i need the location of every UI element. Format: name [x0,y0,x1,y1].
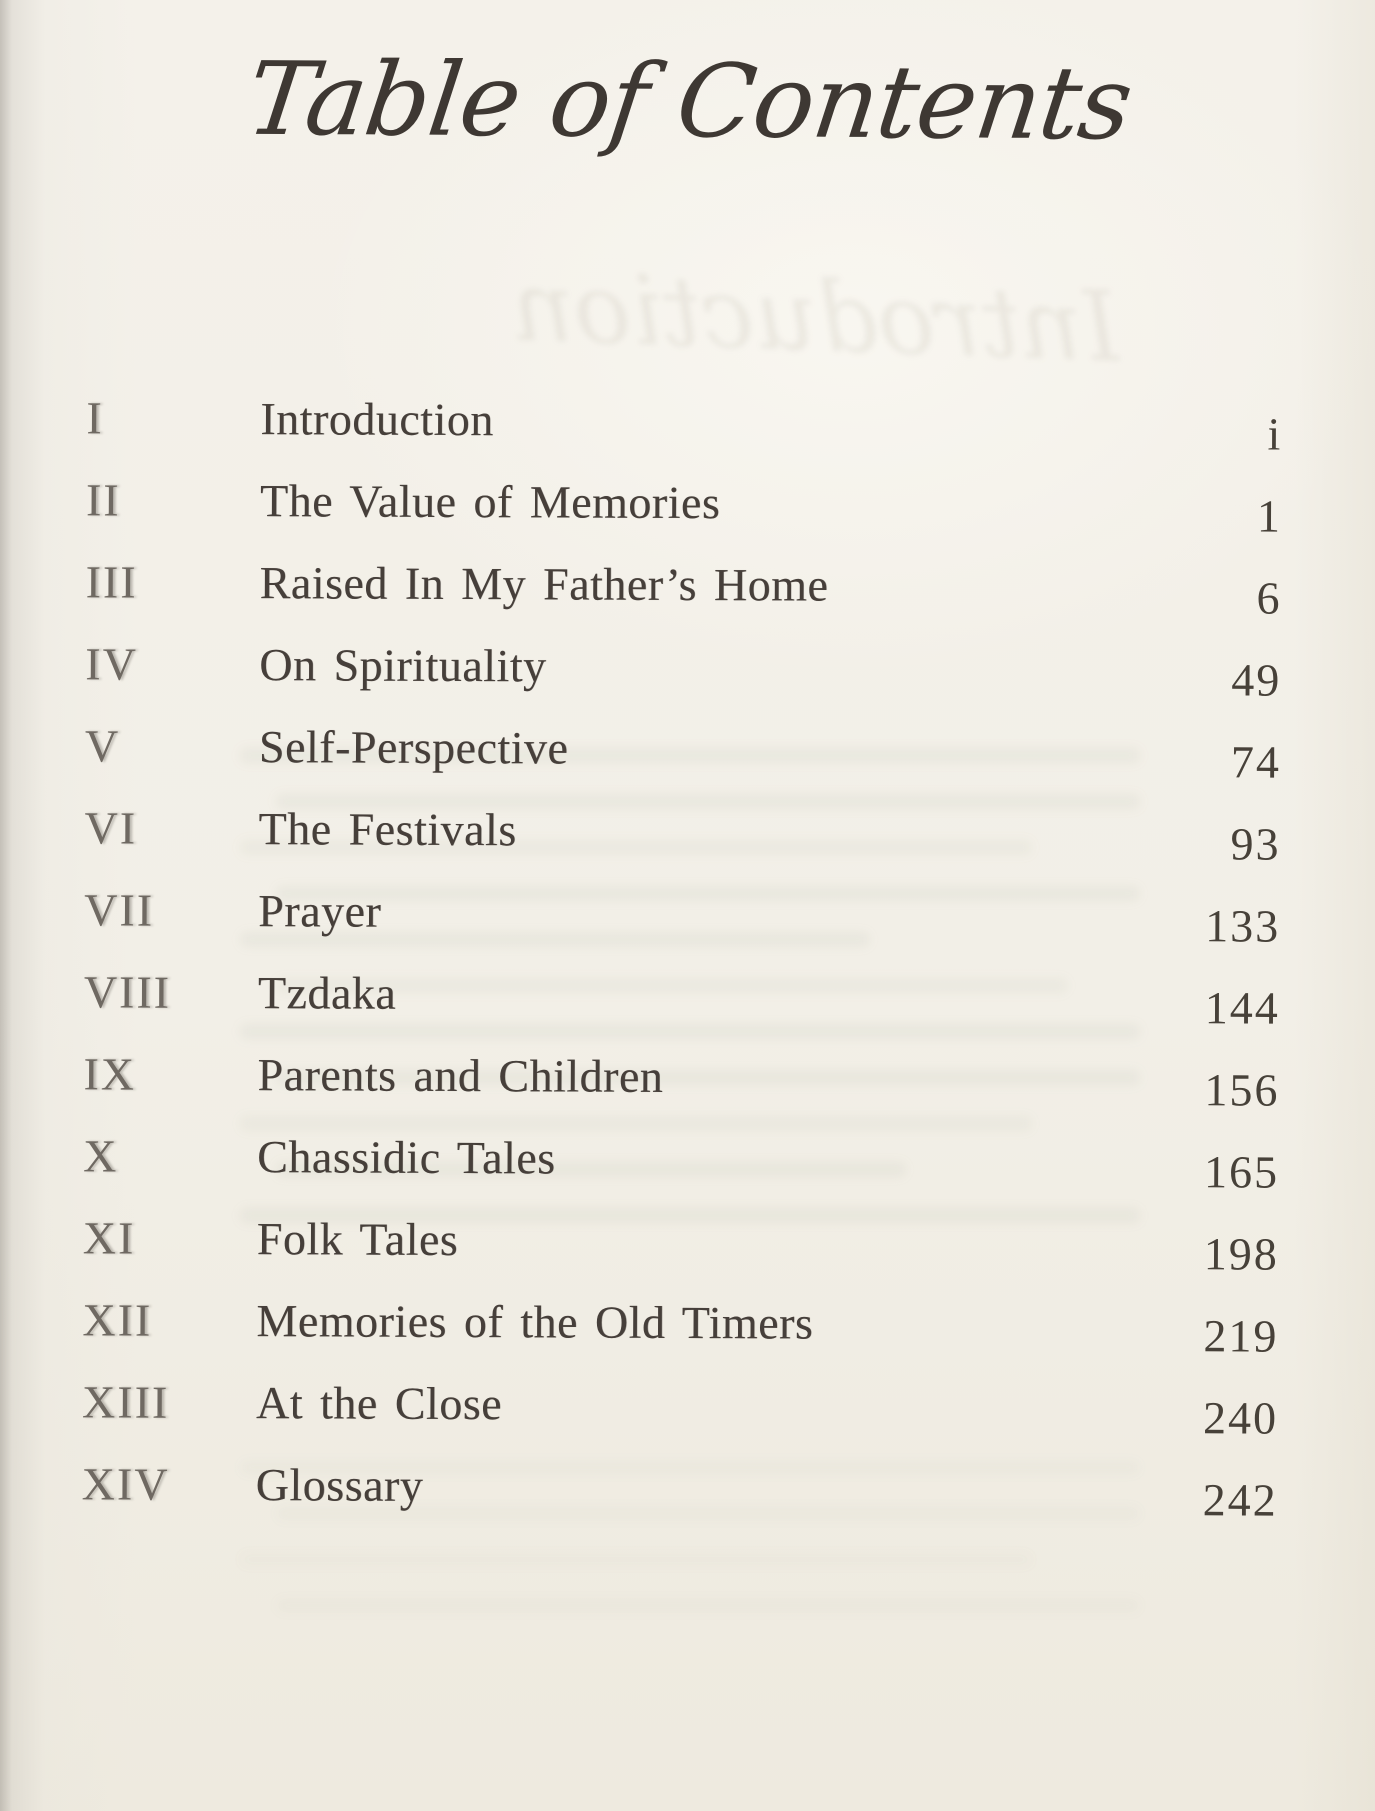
toc-entry-numeral: XIII [81,1376,170,1428]
toc-entry-title: Folk Tales [256,1213,459,1266]
toc-entry-numeral: IV [85,638,138,690]
toc-entry-title: Prayer [258,885,382,937]
toc-entry-page: 198 [1203,1228,1279,1280]
toc-entry-title: Memories of the Old Timers [256,1295,814,1349]
toc-entry-page: 165 [1204,1146,1280,1198]
toc-entry [85,719,1281,806]
toc-entry-numeral: I [86,392,104,444]
toc-entry-title: Chassidic Tales [257,1131,556,1184]
toc-entry-page: 6 [1256,572,1282,624]
toc-entry-title: On Spirituality [259,639,547,692]
toc-entry-page: 242 [1202,1474,1278,1526]
toc-entry [82,1457,1278,1544]
toc-entry-numeral: XI [82,1212,136,1264]
toc-entry [84,883,1280,970]
bleedthrough-heading: Introduction [510,250,1122,384]
toc-entry-numeral: VII [84,884,155,936]
table-of-contents [82,391,1283,1544]
toc-entry-page: 93 [1230,818,1281,870]
toc-entry-numeral: XII [82,1294,153,1346]
toc-entry-page: i [1267,408,1283,460]
toc-entry [86,391,1282,478]
toc-entry [83,1129,1279,1216]
toc-entry-numeral: IX [83,1048,137,1100]
toc-entry-title: Self-Perspective [258,721,569,774]
toc-entry [85,637,1281,724]
toc-entry-title: Raised In My Father’s Home [259,557,829,611]
toc-entry-title: Introduction [260,393,494,446]
toc-entry [84,801,1280,888]
toc-entry-page: 240 [1202,1392,1279,1444]
toc-entry-numeral: II [85,474,121,526]
bleedthrough-line [240,1552,1032,1567]
toc-entry-title: At the Close [255,1377,503,1430]
toc-entry-numeral: X [83,1130,119,1182]
toc-entry-numeral: VI [84,802,138,854]
toc-entry [82,1375,1278,1462]
toc-entry-page: 1 [1256,490,1283,542]
toc-entry [86,473,1282,560]
toc-entry-title: The Festivals [258,803,517,856]
toc-entry-title: Tzdaka [257,967,397,1019]
toc-entry-title: Parents and Children [257,1049,664,1102]
toc-entry [83,1047,1279,1134]
toc-entry-page: 144 [1204,982,1280,1034]
page-title: Table of Contents [240,39,1139,163]
toc-entry-numeral: XIV [81,1458,170,1510]
toc-entry [82,1293,1278,1380]
bleedthrough-line [276,1598,1140,1613]
toc-entry [83,1211,1279,1298]
toc-entry-page: 133 [1205,900,1281,952]
toc-entry-title: Glossary [255,1459,424,1511]
toc-entry-numeral: V [84,720,121,772]
toc-entry-page: 219 [1203,1310,1279,1362]
toc-entry [84,965,1280,1052]
toc-entry-page: 74 [1230,736,1282,788]
toc-entry-numeral: III [85,556,138,608]
toc-entry-page: 49 [1231,654,1282,706]
toc-entry [85,555,1281,642]
toc-entry-title: The Value of Memories [259,475,721,529]
toc-entry-page: 156 [1204,1064,1280,1116]
toc-entry-numeral: VIII [83,966,172,1018]
